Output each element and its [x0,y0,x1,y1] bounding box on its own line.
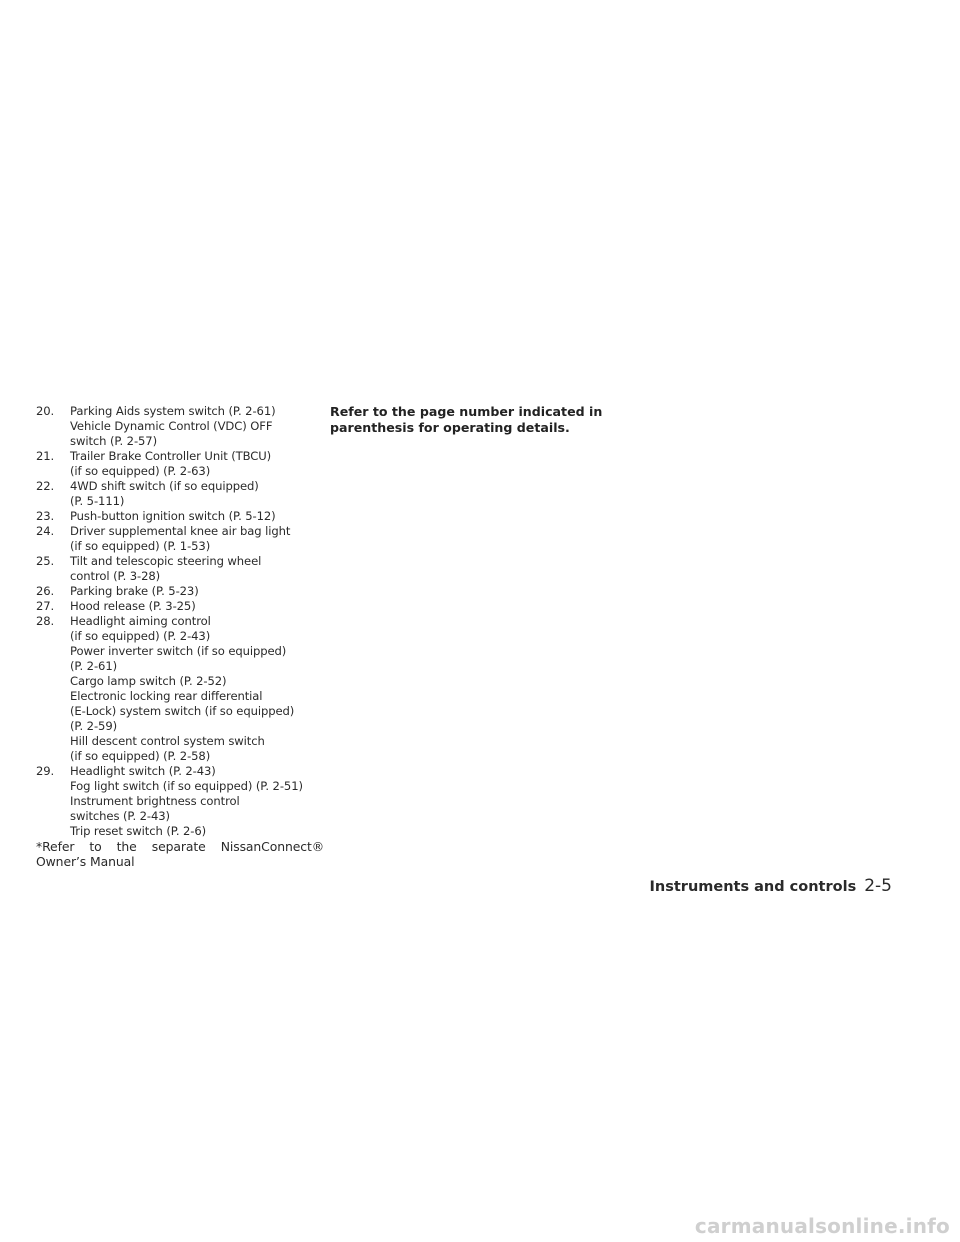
item-number: 22. [36,479,55,493]
item-text: Push-button ignition switch (P. 5-12) [70,509,276,523]
item-text: Hood release (P. 3-25) [70,599,196,613]
list-item [36,584,326,599]
item-number: 25. [36,554,55,568]
item-text: Parking Aids system switch (P. 2-61) [70,404,276,418]
item-text: Vehicle Dynamic Control (VDC) OFF [70,419,273,433]
item-text: Driver supplemental knee air bag light [70,524,291,538]
item-text: Tilt and telescopic steering wheel [70,554,262,568]
item-number: 28. [36,614,55,628]
item-text: switches (P. 2-43) [70,809,170,823]
item-text: Trailer Brake Controller Unit (TBCU) [70,449,272,463]
footnote [36,839,324,869]
list-item [36,524,326,554]
list-item [36,554,326,584]
page-number: 2-5 [864,876,892,896]
item-number: 26. [36,584,55,598]
list-item [36,614,326,764]
item-text: (P. 5-111) [70,494,125,508]
item-text: Parking brake (P. 5-23) [70,584,199,598]
footnote-line: *Refer to the separate NissanConnect® [36,839,324,854]
item-text: (if so equipped) (P. 2-43) [70,629,211,643]
item-text: Headlight aiming control [70,614,211,628]
item-text: Electronic locking rear differential [70,689,263,703]
footnote-line: Owner’s Manual [36,854,135,869]
list-item [36,509,326,524]
item-text: (P. 2-59) [70,719,118,733]
item-text: 4WD shift switch (if so equipped) [70,479,259,493]
item-number: 29. [36,764,55,778]
list-item [36,599,326,614]
item-text: Trip reset switch (P. 2-6) [70,824,207,838]
page-footer [650,876,892,896]
item-text: (P. 2-61) [70,659,118,673]
list-item [36,764,326,839]
item-text: control (P. 3-28) [70,569,161,583]
watermark: carmanualsonline.info [694,1214,950,1238]
list-item [36,449,326,479]
note-line: Refer to the page number indicated in [330,404,603,419]
section-title: Instruments and controls [649,879,857,895]
item-number: 24. [36,524,55,538]
item-text: Instrument brightness control [70,794,240,808]
list-item [36,404,326,449]
list-item [36,479,326,509]
item-text: Cargo lamp switch (P. 2-52) [70,674,227,688]
item-number: 20. [36,404,55,418]
item-number: 23. [36,509,55,523]
operating-details-note [330,404,602,435]
item-number: 21. [36,449,55,463]
note-line: parenthesis for operating details. [330,419,570,435]
item-text: (if so equipped) (P. 2-58) [70,749,211,763]
item-text: (if so equipped) (P. 1-53) [70,539,211,553]
item-text: (if so equipped) (P. 2-63) [70,464,211,478]
item-text: switch (P. 2-57) [70,434,158,448]
item-text: Headlight switch (P. 2-43) [70,764,216,778]
item-text: Fog light switch (if so equipped) (P. 2-51) [70,779,303,793]
item-text: (E-Lock) system switch (if so equipped) [70,704,295,718]
item-number: 27. [36,599,55,613]
item-text: Hill descent control system switch [70,734,265,748]
item-list [36,404,326,869]
item-text: Power inverter switch (if so equipped) [70,644,287,658]
